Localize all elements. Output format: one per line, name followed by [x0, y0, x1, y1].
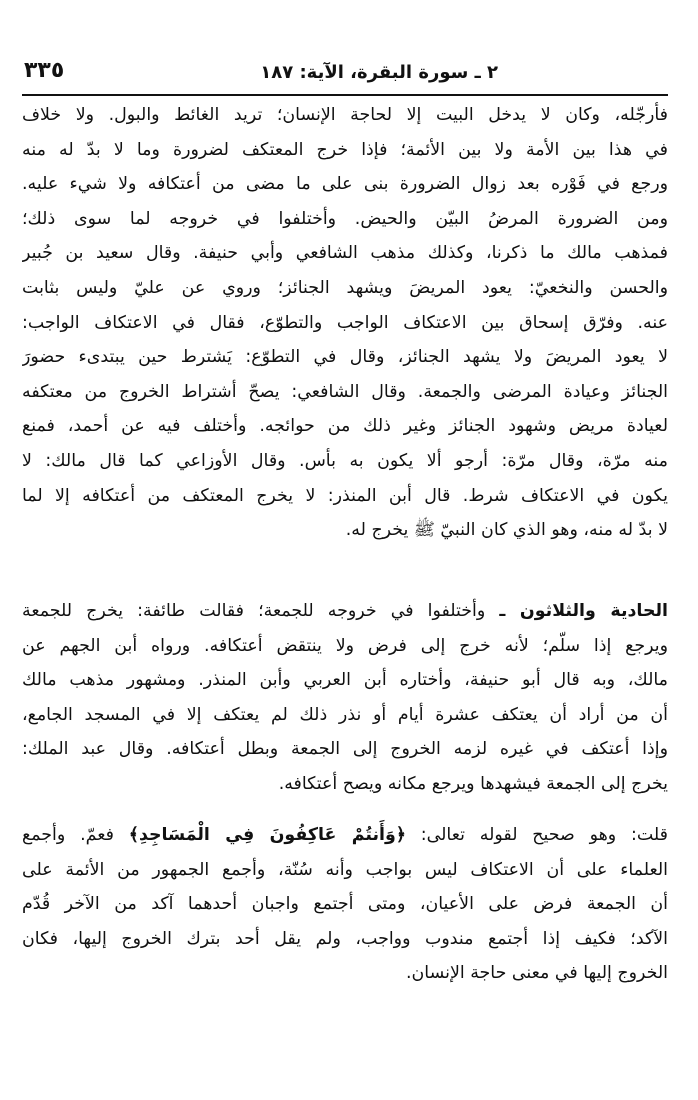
- text-line-with-heading: [22, 594, 668, 629]
- header-rule: [22, 94, 668, 96]
- surah-verse-title: ٢ ـ سورة البقرة، الآية: ١٨٧: [260, 62, 498, 83]
- text-line: لعيادة مريض وشهود الجنائز وغير ذلك من حوائجه. وأختلف فيه عن أحمد، فمنع: [22, 416, 668, 437]
- text-line-with-quran: [22, 818, 668, 853]
- text-line: العلماء على أن الاعتكاف ليس بواجب وأنه سُنّة، وأجمع الجمهور من الأئمة على: [22, 859, 668, 880]
- text-line: لا بدّ له منه، وهو الذي كان النبيّ ﷺ يخرج له.: [345, 520, 668, 541]
- quran-quote: ﴿وَأَنتُمْ عَاكِفُونَ فِي الْمَسَاجِدِ﴾: [128, 825, 406, 845]
- text-line: في هذا بين الأمة ولا بين الأئمة؛ فإذا خرج المعتكف لضرورة وما لا بدّ له منه: [22, 139, 668, 160]
- text-run: قلت: وهو صحيح لقوله تعالى:: [405, 825, 668, 845]
- text-run: فعمّ. وأجمع: [22, 825, 129, 845]
- text-run: وأختلفوا في خروجه للجمعة؛ فقالت طائفة: يخرج للجمعة: [22, 601, 486, 621]
- text-line: الآكد؛ فكيف إذا أجتمع مندوب وواجب، ولم يقل أحد بترك الخروج إليها، فكان: [22, 928, 668, 949]
- text-line: أن من أراد أن يعتكف عشرة أيام أو نذر ذلك لم يعتكف إلا في المسجد الجامع،: [22, 704, 668, 725]
- section-heading: الحادية والثلاثون ـ: [499, 601, 668, 621]
- text-line: منه مرّة، وقال مرّة: أرجو ألا يكون به بأس. وقال الأوزاعي كما قال مالك: لا: [22, 450, 668, 471]
- text-line: الجنائز وعيادة المرضى والجمعة. وقال الشافعي: يصحّ أشتراط الخروج من معتكفه: [22, 381, 668, 402]
- paragraph-author-note: [22, 818, 668, 991]
- paragraph-section-31: [22, 594, 668, 802]
- text-line: يخرج إلى الجمعة فيشهدها ويرجع مكانه ويصح أعتكافه.: [278, 773, 668, 794]
- page-number: ٣٣٥: [24, 58, 65, 83]
- text-line: فمذهب مالك ما ذكرنا، وكذلك مذهب الشافعي وأبي حنيفة. وقال سعيد بن جُبير: [22, 243, 668, 264]
- running-header: [22, 56, 668, 92]
- text-line: والحسن والنخعيّ: يعود المريضَ ويشهد الجنائز؛ وروي عن عليّ وليس بثابت: [22, 277, 668, 298]
- text-line: لا يعود المريضَ ولا يشهد الجنائز، وقال في التطوّع: يَشترط حين يبتدىء حضورَ: [22, 347, 668, 368]
- text-line: الخروج إليها في معنى حاجة الإنسان.: [406, 963, 668, 984]
- text-line: فأرجّله، وكان لا يدخل البيت إلا لحاجة الإنسان؛ تريد الغائط والبول. ولا خلاف: [22, 105, 668, 125]
- text-line: مالك، وبه قال أبو حنيفة، وأختاره أبن العربي وأبن المنذر. ومشهور مذهب مالك: [22, 670, 668, 691]
- text-line: عنه. وفرّق إسحاق بين الاعتكاف الواجب والتطوّع، فقال في الاعتكاف الواجب:: [22, 312, 668, 333]
- text-line: أن الجمعة فرض على الأعيان، ومتى أجتمع واجبان أحدهما آكد من الآخر قُدّم: [22, 894, 668, 915]
- text-line: ورجع في فَوْره بعد زوال الضرورة بنى على ما مضى من أعتكافه ولا شيء عليه.: [22, 174, 668, 195]
- text-line: يكون في الاعتكاف شرط. قال أبن المنذر: لا يخرج المعتكف من أعتكافه إلا لما: [22, 485, 668, 506]
- text-line: وإذا أعتكف في غيره لزمه الخروج إلى الجمعة وبطل أعتكافه. وقال عبد الملك:: [22, 739, 668, 760]
- text-line: ويرجع إذا سلّم؛ لأنه خرج إلى فرض ولا ينتقض أعتكافه. ورواه أبن الجهم عن: [22, 635, 668, 656]
- text-line: ومن الضرورة المرضُ البيّن والحيض. وأختلفوا في خروجه لما سوى ذلك؛: [22, 208, 668, 229]
- paragraph-commentary-1: [22, 98, 668, 548]
